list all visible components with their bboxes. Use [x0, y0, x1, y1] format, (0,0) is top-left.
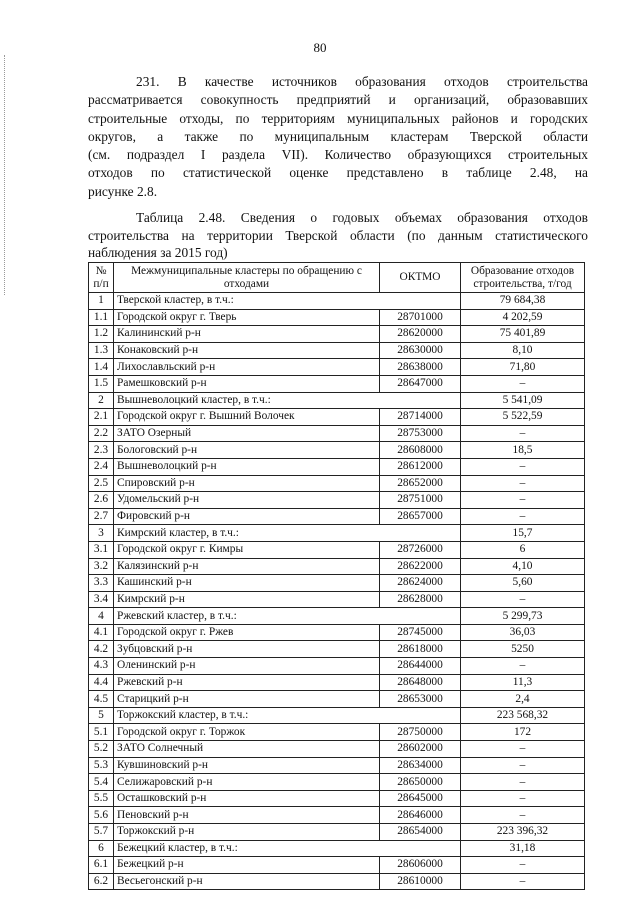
- area-name: Весьегонский р-н: [114, 873, 380, 890]
- waste-value: 5 541,09: [461, 392, 585, 409]
- row-number: 4.3: [89, 658, 114, 675]
- row-number: 1.4: [89, 359, 114, 376]
- row-number: 4: [89, 608, 114, 625]
- cluster-name: Ржевский кластер, в т.ч.:: [114, 608, 461, 625]
- waste-value: –: [461, 475, 585, 492]
- waste-value: –: [461, 591, 585, 608]
- area-name: Оленинский р-н: [114, 658, 380, 675]
- row-number: 1.5: [89, 375, 114, 392]
- header-cluster: Межмуниципальные кластеры по обращению с отходами: [114, 263, 380, 293]
- area-name: Городской округ г. Торжок: [114, 724, 380, 741]
- area-name: Городской округ г. Кимры: [114, 541, 380, 558]
- table-row: [89, 425, 585, 442]
- row-number: 4.5: [89, 691, 114, 708]
- waste-value: 223 568,32: [461, 707, 585, 724]
- oktmo-code: 28644000: [380, 658, 461, 675]
- oktmo-code: 28745000: [380, 624, 461, 641]
- row-number: 1.1: [89, 309, 114, 326]
- cluster-row: [89, 525, 585, 542]
- waste-value: –: [461, 658, 585, 675]
- table-row: [89, 442, 585, 459]
- waste-value: 5,60: [461, 575, 585, 592]
- oktmo-code: 28648000: [380, 674, 461, 691]
- oktmo-code: 28638000: [380, 359, 461, 376]
- oktmo-code: 28610000: [380, 873, 461, 890]
- oktmo-code: 28634000: [380, 757, 461, 774]
- table-row: [89, 375, 585, 392]
- table-row: [89, 873, 585, 890]
- waste-value: 4,10: [461, 558, 585, 575]
- row-number: 4.4: [89, 674, 114, 691]
- row-number: 2.3: [89, 442, 114, 459]
- area-name: Торжокский р-н: [114, 824, 380, 841]
- cluster-name: Кимрский кластер, в т.ч.:: [114, 525, 461, 542]
- area-name: Бологовский р-н: [114, 442, 380, 459]
- table-row: [89, 790, 585, 807]
- waste-value: –: [461, 757, 585, 774]
- row-number: 1: [89, 293, 114, 310]
- oktmo-code: 28652000: [380, 475, 461, 492]
- row-number: 6.1: [89, 857, 114, 874]
- table-row: [89, 807, 585, 824]
- caption-line: Таблица 2.48. Сведения о годовых объемах образования отходов: [136, 210, 588, 225]
- waste-value: 75 401,89: [461, 326, 585, 343]
- cluster-name: Тверской кластер, в т.ч.:: [114, 293, 461, 310]
- cluster-row: [89, 840, 585, 857]
- table-row: [89, 409, 585, 426]
- waste-value: 223 396,32: [461, 824, 585, 841]
- oktmo-code: 28620000: [380, 326, 461, 343]
- table-header-row: [89, 263, 585, 293]
- oktmo-code: 28714000: [380, 409, 461, 426]
- area-name: Калязинский р-н: [114, 558, 380, 575]
- area-name: Кашинский р-н: [114, 575, 380, 592]
- oktmo-code: 28751000: [380, 492, 461, 509]
- table-row: [89, 508, 585, 525]
- oktmo-code: 28650000: [380, 774, 461, 791]
- waste-value: –: [461, 375, 585, 392]
- area-name: Удомельский р-н: [114, 492, 380, 509]
- table-row: [89, 575, 585, 592]
- cluster-name: Торжокский кластер, в т.ч.:: [114, 707, 461, 724]
- waste-value: 8,10: [461, 342, 585, 359]
- area-name: Рамешковский р-н: [114, 375, 380, 392]
- paragraph-line: строительные отходы, по территориям муниципальных районов и городских: [88, 110, 588, 126]
- waste-value: –: [461, 741, 585, 758]
- table-row: [89, 591, 585, 608]
- paragraph-line: 231. В качестве источников образования отходов строительства: [136, 74, 588, 89]
- waste-value: 36,03: [461, 624, 585, 641]
- table-row: [89, 741, 585, 758]
- paragraph-line: отходов по статистической оценке представлено в таблице 2.48, на: [88, 165, 588, 181]
- waste-value: –: [461, 774, 585, 791]
- cluster-row: [89, 293, 585, 310]
- row-number: 3.1: [89, 541, 114, 558]
- waste-value: 6: [461, 541, 585, 558]
- table-row: [89, 342, 585, 359]
- table-row: [89, 624, 585, 641]
- table-row: [89, 492, 585, 509]
- waste-value: 2,4: [461, 691, 585, 708]
- row-number: 5.4: [89, 774, 114, 791]
- oktmo-code: 28647000: [380, 375, 461, 392]
- header-oktmo: ОКТМО: [380, 263, 461, 293]
- cluster-name: Бежецкий кластер, в т.ч.:: [114, 840, 461, 857]
- table-row: [89, 774, 585, 791]
- oktmo-code: 28645000: [380, 790, 461, 807]
- table-row: [89, 475, 585, 492]
- oktmo-code: 28608000: [380, 442, 461, 459]
- area-name: Спировский р-н: [114, 475, 380, 492]
- waste-value: 5 522,59: [461, 409, 585, 426]
- area-name: ЗАТО Озерный: [114, 425, 380, 442]
- area-name: Кувшиновский р-н: [114, 757, 380, 774]
- waste-value: –: [461, 425, 585, 442]
- area-name: Лихославльский р-н: [114, 359, 380, 376]
- waste-value: –: [461, 807, 585, 824]
- waste-value: 79 684,38: [461, 293, 585, 310]
- paragraph-line: рассматривается совокупность предприятий и организаций, образовавших: [88, 92, 588, 108]
- waste-value: 31,18: [461, 840, 585, 857]
- row-number: 4.1: [89, 624, 114, 641]
- table-row: [89, 824, 585, 841]
- waste-value: 4 202,59: [461, 309, 585, 326]
- table-row: [89, 359, 585, 376]
- waste-value: –: [461, 857, 585, 874]
- table-body: [89, 293, 585, 890]
- area-name: Городской округ г. Тверь: [114, 309, 380, 326]
- waste-value: 71,80: [461, 359, 585, 376]
- waste-value: –: [461, 873, 585, 890]
- oktmo-code: 28628000: [380, 591, 461, 608]
- row-number: 2.1: [89, 409, 114, 426]
- waste-value: –: [461, 790, 585, 807]
- table-caption: [88, 209, 588, 262]
- table-row: [89, 724, 585, 741]
- cluster-row: [89, 608, 585, 625]
- row-number: 3.2: [89, 558, 114, 575]
- oktmo-code: 28657000: [380, 508, 461, 525]
- area-name: Бежецкий р-н: [114, 857, 380, 874]
- area-name: Городской округ г. Вышний Волочек: [114, 409, 380, 426]
- paragraph-line: округов, а также по муниципальным кластерам Тверской области: [88, 128, 588, 144]
- waste-value: 18,5: [461, 442, 585, 459]
- waste-value: 5 299,73: [461, 608, 585, 625]
- row-number: 6: [89, 840, 114, 857]
- table-row: [89, 641, 585, 658]
- table-row: [89, 757, 585, 774]
- oktmo-code: 28646000: [380, 807, 461, 824]
- row-number: 3.3: [89, 575, 114, 592]
- oktmo-code: 28654000: [380, 824, 461, 841]
- area-name: Городской округ г. Ржев: [114, 624, 380, 641]
- waste-value: –: [461, 458, 585, 475]
- paragraph-line: (см. подраздел I раздела VII). Количество образующихся строительных: [88, 147, 588, 163]
- caption-line: наблюдения за 2015 год): [88, 245, 228, 260]
- page-number: 80: [313, 40, 327, 55]
- waste-value: 11,3: [461, 674, 585, 691]
- oktmo-code: 28602000: [380, 741, 461, 758]
- body-paragraph: [88, 73, 588, 201]
- row-number: 2.4: [89, 458, 114, 475]
- row-number: 5.7: [89, 824, 114, 841]
- oktmo-code: 28622000: [380, 558, 461, 575]
- oktmo-code: 28653000: [380, 691, 461, 708]
- row-number: 6.2: [89, 873, 114, 890]
- oktmo-code: 28753000: [380, 425, 461, 442]
- area-name: Старицкий р-н: [114, 691, 380, 708]
- row-number: 5.5: [89, 790, 114, 807]
- waste-table: [88, 262, 585, 890]
- row-number: 5: [89, 707, 114, 724]
- row-number: 5.2: [89, 741, 114, 758]
- waste-value: 172: [461, 724, 585, 741]
- row-number: 2.5: [89, 475, 114, 492]
- row-number: 2.2: [89, 425, 114, 442]
- table-row: [89, 458, 585, 475]
- area-name: Ржевский р-н: [114, 674, 380, 691]
- table-row: [89, 558, 585, 575]
- table-row: [89, 691, 585, 708]
- caption-line: строительства на территории Тверской области (по данным статистического: [88, 227, 588, 243]
- table-row: [89, 658, 585, 675]
- area-name: Фировский р-н: [114, 508, 380, 525]
- oktmo-code: 28612000: [380, 458, 461, 475]
- row-number: 2.6: [89, 492, 114, 509]
- cluster-row: [89, 707, 585, 724]
- cluster-name: Вышневолоцкий кластер, в т.ч.:: [114, 392, 461, 409]
- waste-value: –: [461, 492, 585, 509]
- oktmo-code: 28618000: [380, 641, 461, 658]
- scan-margin-line: [4, 55, 5, 295]
- row-number: 4.2: [89, 641, 114, 658]
- table-row: [89, 326, 585, 343]
- row-number: 5.3: [89, 757, 114, 774]
- area-name: Калининский р-н: [114, 326, 380, 343]
- row-number: 2: [89, 392, 114, 409]
- area-name: Зубцовский р-н: [114, 641, 380, 658]
- row-number: 3: [89, 525, 114, 542]
- table-row: [89, 674, 585, 691]
- waste-value: –: [461, 508, 585, 525]
- area-name: Осташковский р-н: [114, 790, 380, 807]
- oktmo-code: 28624000: [380, 575, 461, 592]
- row-number: 1.2: [89, 326, 114, 343]
- oktmo-code: 28750000: [380, 724, 461, 741]
- row-number: 2.7: [89, 508, 114, 525]
- waste-value: 15,7: [461, 525, 585, 542]
- area-name: Пеновский р-н: [114, 807, 380, 824]
- area-name: Конаковский р-н: [114, 342, 380, 359]
- row-number: 5.1: [89, 724, 114, 741]
- oktmo-code: 28726000: [380, 541, 461, 558]
- paragraph-line: рисунке 2.8.: [88, 183, 158, 199]
- area-name: Кимрский р-н: [114, 591, 380, 608]
- table-row: [89, 541, 585, 558]
- table-row: [89, 309, 585, 326]
- area-name: ЗАТО Солнечный: [114, 741, 380, 758]
- waste-value: 5250: [461, 641, 585, 658]
- cluster-row: [89, 392, 585, 409]
- area-name: Вышневолоцкий р-н: [114, 458, 380, 475]
- row-number: 5.6: [89, 807, 114, 824]
- row-number: 1.3: [89, 342, 114, 359]
- row-number: 3.4: [89, 591, 114, 608]
- header-number: № п/п: [89, 263, 114, 293]
- oktmo-code: 28701000: [380, 309, 461, 326]
- oktmo-code: 28606000: [380, 857, 461, 874]
- table-row: [89, 857, 585, 874]
- area-name: Селижаровский р-н: [114, 774, 380, 791]
- header-waste: Образование отходов строительства, т/год: [461, 263, 585, 293]
- oktmo-code: 28630000: [380, 342, 461, 359]
